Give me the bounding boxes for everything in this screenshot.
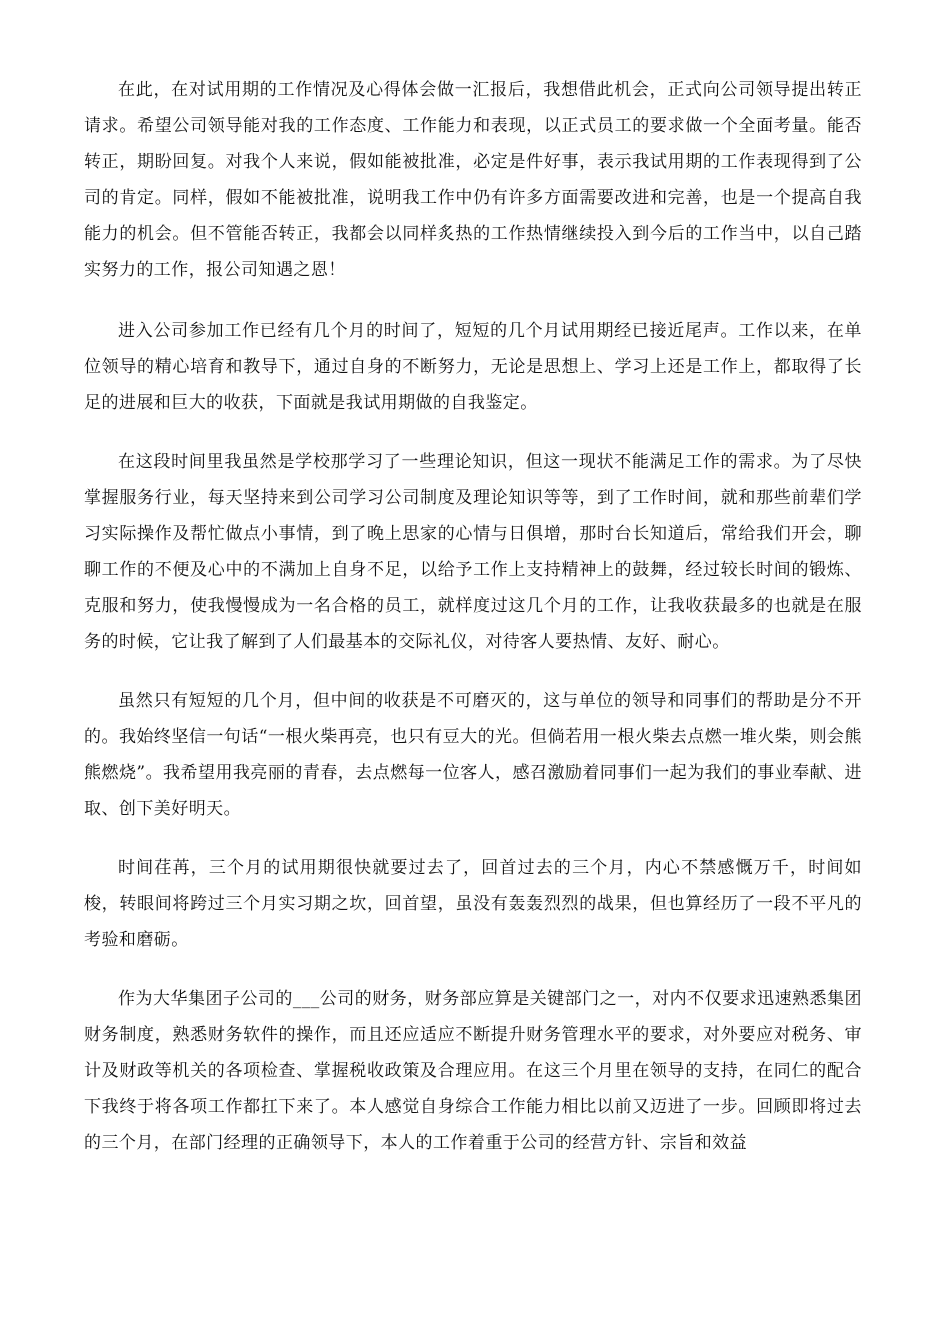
paragraph-reflection: 时间荏苒，三个月的试用期很快就要过去了，回首过去的三个月，内心不禁感慨万千，时间如梭，转眼间将跨过三个月实习期之坎，回首望，虽没有轰轰烈烈的战果，但也算经历了一段不平凡的考验和磨砺。 — [84, 858, 862, 950]
paragraph-probation-intro: 进入公司参加工作已经有几个月的时间了，短短的几个月试用期经已接近尾声。工作以来，在单位领导的精心培育和教导下，通过自身的不断努力，无论是思想上、学习上还是工作上，都取得了长足的进展和巨大的收获，下面就是我试用期做的自我鉴定。 — [84, 321, 862, 413]
paragraph-learning-experience: 在这段时间里我虽然是学校那学习了一些理论知识，但这一现状不能满足工作的需求。为了尽快掌握服务行业，每天坚持来到公司学习公司制度及理论知识等等，到了工作时间，就和那些前辈们学习实际操作及帮忙做点小事情，到了晚上思家的心情与日俱增，那时台长知道后，常给我们开会，聊聊工作的不便及心中的不满加上自身不足，以给予工作上支持精神上的鼓舞，经过较长时间的锻炼、克服和努力，使我慢慢成为一名合格的员工，就样度过这几个月的工作，让我收获最多的也就是在服务的时候，它让我了解到了人们最基本的交际礼仪，对待客人要热情、友好、耐心。 — [84, 452, 862, 652]
paragraph-finance-role: 作为大华集团子公司的___公司的财务，财务部应算是关键部门之一，对内不仅要求迅速熟悉集团财务制度，熟悉财务软件的操作，而且还应适应不断提升财务管理水平的要求，对外要应对税务、审计及财政等机关的各项检查、掌握税收政策及合理应用。在这三个月里在领导的支持，在同仁的配合下我终于将各项工作都扛下来了。本人感觉自身综合工作能力相比以前又迈进了一步。回顾即将过去的三个月，在部门经理的正确领导下，本人的工作着重于公司的经营方针、宗旨和效益 — [84, 989, 862, 1153]
document-page — [84, 72, 862, 1184]
paragraph-gratitude: 虽然只有短短的几个月，但中间的收获是不可磨灭的，这与单位的领导和同事们的帮助是分不开的。我始终坚信一句话“一根火柴再亮，也只有豆大的光。但倘若用一根火柴去点燃一堆火柴，则会熊熊燃烧”。我希望用我亮丽的青春，去点燃每一位客人，感召激励着同事们一起为我们的事业奉献、进取、创下美好明天。 — [84, 691, 862, 819]
paragraph-transfer-request: 在此，在对试用期的工作情况及心得体会做一汇报后，我想借此机会，正式向公司领导提出转正请求。希望公司领导能对我的工作态度、工作能力和表现，以正式员工的要求做一个全面考量。能否转正，期盼回复。对我个人来说，假如能被批准，必定是件好事，表示我试用期的工作表现得到了公司的肯定。同样，假如不能被批准，说明我工作中仍有许多方面需要改进和完善，也是一个提高自我能力的机会。但不管能否转正，我都会以同样炙热的工作热情继续投入到今后的工作当中，以自己踏实努力的工作，报公司知遇之恩！ — [84, 80, 862, 280]
